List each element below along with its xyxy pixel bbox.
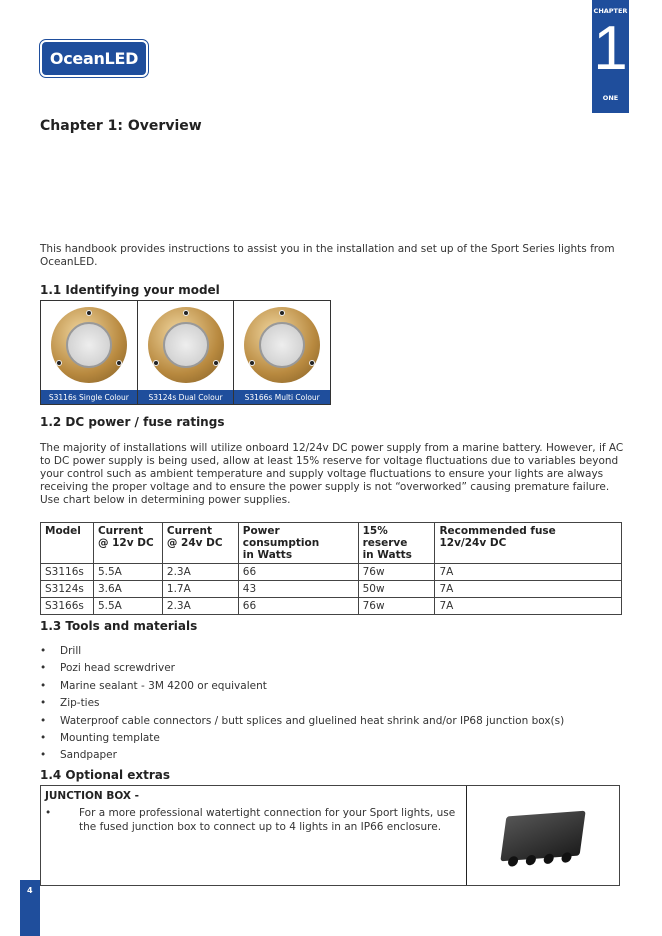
intro-text: This handbook provides instructions to assist you in the installation and set up of the Sport Series lights from OceanLED. — [40, 243, 615, 268]
table-header — [41, 523, 94, 564]
table-cell: 7A — [435, 581, 622, 598]
table-row — [41, 598, 622, 615]
model-card — [234, 301, 330, 404]
list-item: • Zip-ties — [40, 697, 564, 714]
table-cell: 2.3A — [162, 564, 238, 581]
junction-box-image — [500, 810, 585, 861]
table-cell: 3.6A — [93, 581, 162, 598]
table-header — [238, 523, 358, 564]
model-caption: S3116s Single Colour — [41, 389, 137, 404]
model-caption: S3124s Dual Colour — [138, 389, 234, 404]
model-card — [41, 301, 138, 404]
junction-box-panel: JUNCTION BOX - • For a more professional watertight connection for your Sport lights, use the fused junction box to connect up to 4 lights in an IP66 enclosure. — [40, 785, 620, 886]
header-line: in Watts — [242, 549, 293, 561]
header-line: Current — [97, 525, 144, 537]
power-text: The majority of installations will utilize onboard 12/24v DC power supply from a marine battery. However, if AC to DC power supply is being used, allow at least 15% reserve for voltage fluctuations due to variables beyond your control such as ambient temperature and supply voltage fluctuations to ensure your lights are always receiving the proper voltage and to ensure the power supply is not “overworked” causing premature failure. Use chart below in determining power supplies. — [40, 442, 624, 506]
list-item: • Waterproof cable connectors / butt splices and gluelined heat shrink and/or IP68 junction box(s) — [40, 715, 564, 732]
fuse-table — [40, 522, 622, 615]
header-line: Model — [45, 525, 81, 537]
oceanled-logo: OceanLED — [40, 40, 148, 77]
chapter-label: CHAPTER — [593, 7, 628, 15]
table-header — [358, 523, 435, 564]
table-header — [162, 523, 238, 564]
section-heading-1-1: 1.1 Identifying your model — [40, 283, 220, 297]
table-row — [41, 581, 622, 598]
table-cell: 43 — [238, 581, 358, 598]
header-line: 12v/24v DC — [439, 537, 507, 549]
table-cell: 50w — [358, 581, 435, 598]
junction-box-title: JUNCTION BOX - — [45, 790, 140, 802]
table-header — [93, 523, 162, 564]
table-cell: S3166s — [41, 598, 94, 615]
model-card — [138, 301, 235, 404]
table-row — [41, 564, 622, 581]
table-cell: 7A — [435, 598, 622, 615]
junction-box-text: For a more professional watertight connection for your Sport lights, use the fused junction box to connect up to 4 lights in an IP66 enclosure. — [79, 807, 456, 833]
header-line: @ 12v DC — [97, 537, 154, 549]
page-title: Chapter 1: Overview — [40, 118, 202, 134]
light-image — [148, 307, 224, 383]
table-cell: 66 — [238, 598, 358, 615]
header-line: 15% reserve — [362, 525, 408, 549]
model-caption: S3166s Multi Colour — [234, 389, 330, 404]
table-cell: 1.7A — [162, 581, 238, 598]
table-header — [435, 523, 622, 564]
header-line: Current — [166, 525, 213, 537]
table-cell: S3124s — [41, 581, 94, 598]
list-item: • Pozi head screwdriver — [40, 662, 564, 679]
table-cell: 76w — [358, 598, 435, 615]
list-item: • Marine sealant - 3M 4200 or equivalent — [40, 680, 564, 697]
chapter-word: ONE — [602, 94, 619, 102]
list-item: • Mounting template — [40, 732, 564, 749]
page-number: 4 — [20, 880, 40, 936]
model-images — [40, 300, 331, 405]
table-cell: 66 — [238, 564, 358, 581]
chapter-number: 1 — [593, 14, 628, 83]
table-cell: 7A — [435, 564, 622, 581]
light-image — [244, 307, 320, 383]
table-cell: 76w — [358, 564, 435, 581]
header-line: Recommended fuse — [439, 525, 556, 537]
section-heading-1-3: 1.3 Tools and materials — [40, 619, 198, 633]
chapter-tab — [592, 0, 629, 113]
table-cell: S3116s — [41, 564, 94, 581]
header-line: Power consumption — [242, 525, 320, 549]
table-cell: 5.5A — [93, 564, 162, 581]
list-item: • Drill — [40, 645, 564, 662]
section-heading-1-2: 1.2 DC power / fuse ratings — [40, 415, 225, 429]
tools-list — [40, 645, 564, 767]
light-image — [51, 307, 127, 383]
table-cell: 2.3A — [162, 598, 238, 615]
header-line: in Watts — [362, 549, 412, 561]
header-line: @ 24v DC — [166, 537, 223, 549]
list-item: • Sandpaper — [40, 749, 564, 766]
section-heading-1-4: 1.4 Optional extras — [40, 768, 171, 782]
table-cell: 5.5A — [93, 598, 162, 615]
